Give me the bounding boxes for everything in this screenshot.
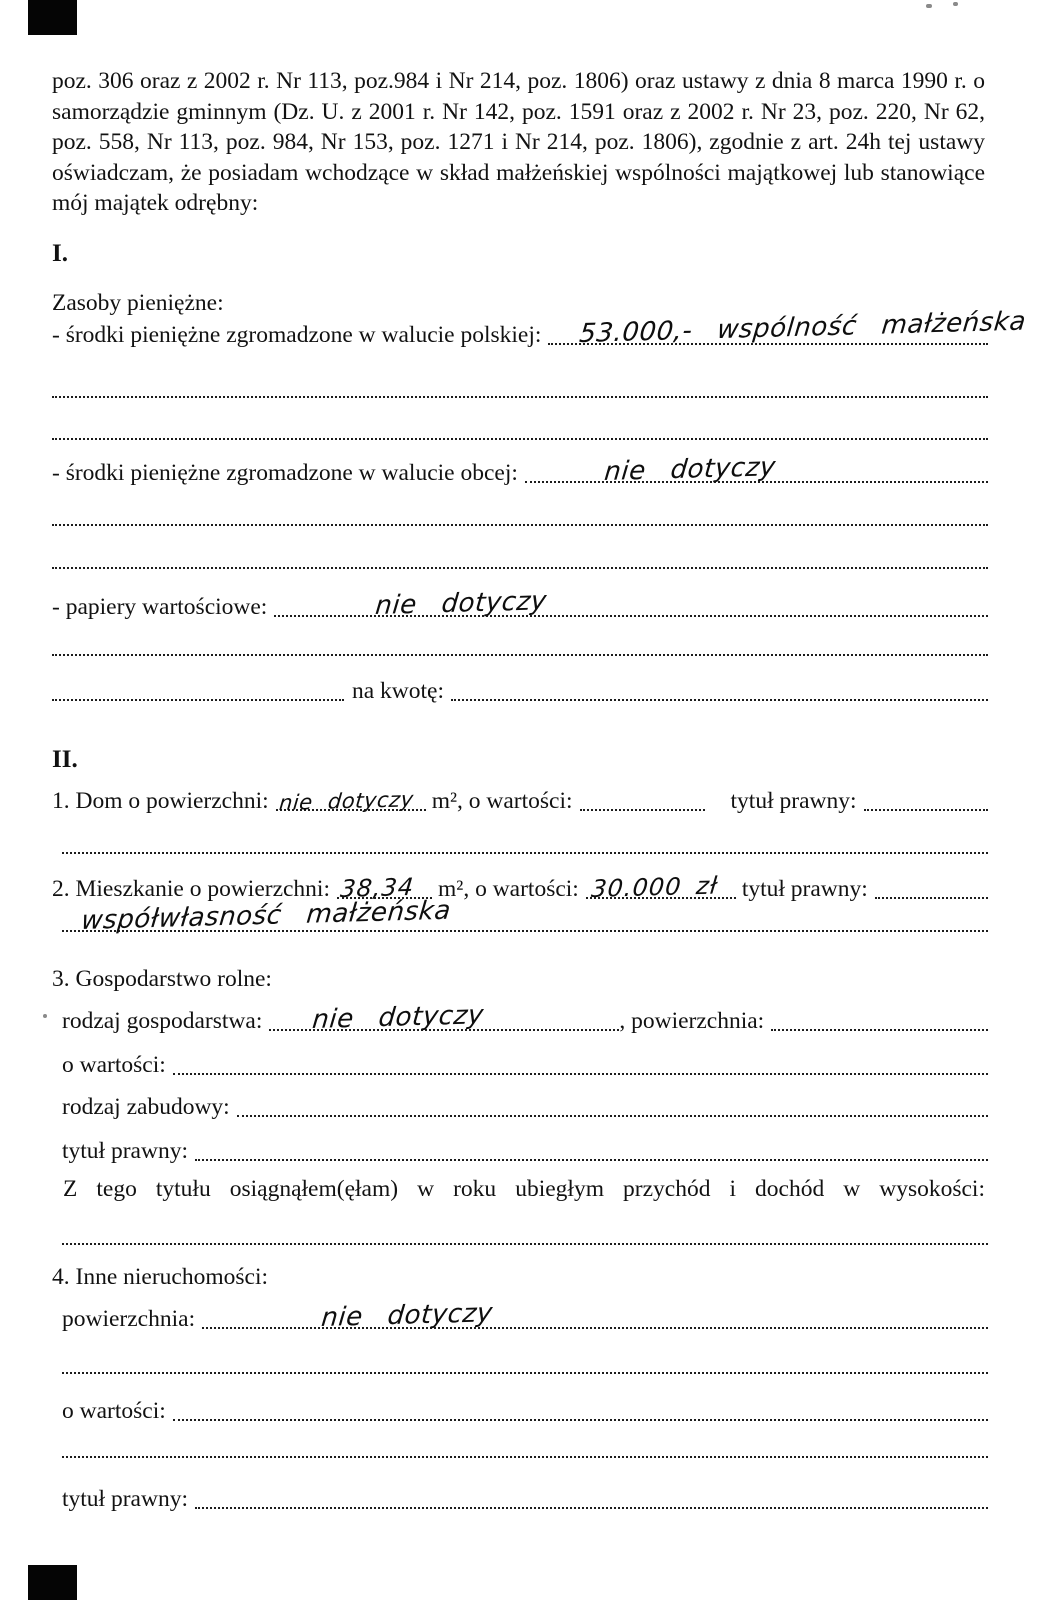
field-label: tytuł prawny: bbox=[62, 1486, 188, 1512]
field-label: m², o wartości: bbox=[431, 788, 573, 814]
dotted-fill bbox=[195, 1147, 988, 1161]
dotted-fill bbox=[451, 687, 988, 701]
section-1-heading: I. bbox=[52, 240, 68, 267]
field-label: powierzchnia: bbox=[62, 1306, 196, 1332]
dotted-fill bbox=[195, 1495, 988, 1509]
field-house bbox=[52, 788, 988, 815]
field-farm-legal-title bbox=[62, 1138, 988, 1165]
field-other-value bbox=[62, 1398, 988, 1425]
dotted-line bbox=[62, 1372, 988, 1374]
handwritten-farm-type: nie dotyczy bbox=[311, 1000, 486, 1035]
dotted-fill bbox=[276, 787, 426, 815]
field-label: 1. Dom o powierzchni: bbox=[52, 788, 269, 814]
other-real-estate-title: 4. Inne nieruchomości: bbox=[52, 1264, 269, 1290]
field-label: - środki pieniężne zgromadzone w walucie obcej: bbox=[52, 460, 518, 486]
dotted-fill bbox=[771, 1017, 988, 1031]
handwritten-apartment-value: 30.000 zł bbox=[589, 871, 719, 903]
farm-title: 3. Gospodarstwo rolne: bbox=[52, 966, 272, 992]
dotted-line bbox=[62, 1243, 988, 1245]
money-resources-title: Zasoby pieniężne: bbox=[52, 290, 224, 316]
dotted-fill bbox=[864, 797, 989, 811]
field-other-area bbox=[62, 1298, 988, 1333]
dotted-line bbox=[62, 1456, 988, 1458]
dotted-line bbox=[52, 524, 988, 526]
scan-speck bbox=[953, 2, 958, 6]
field-polish-currency bbox=[52, 306, 1028, 349]
scan-speck bbox=[926, 4, 932, 8]
dotted-fill bbox=[237, 1103, 988, 1117]
field-amount bbox=[52, 678, 988, 705]
field-label: tytuł prawny: bbox=[741, 876, 868, 902]
handwritten-apartment-area: 38,34 bbox=[339, 872, 416, 903]
field-label: na kwotę: bbox=[352, 678, 445, 704]
dotted-fill bbox=[202, 1298, 988, 1333]
dotted-fill bbox=[269, 1000, 619, 1035]
field-label: , powierzchnia: bbox=[619, 1008, 765, 1034]
field-label: o wartości: bbox=[62, 1398, 166, 1424]
field-farm-value bbox=[62, 1052, 988, 1079]
dotted-fill bbox=[586, 871, 736, 903]
dotted-fill bbox=[548, 306, 1028, 349]
dotted-fill bbox=[62, 895, 988, 936]
dotted-fill bbox=[274, 586, 988, 621]
field-label: m², o wartości: bbox=[438, 876, 579, 902]
field-label: tytuł prawny: bbox=[62, 1138, 188, 1164]
dotted-line bbox=[52, 438, 988, 440]
handwritten-apartment-title: współwłasność małżeńska bbox=[80, 895, 453, 936]
dotted-line bbox=[52, 396, 988, 398]
field-foreign-currency bbox=[52, 452, 988, 487]
field-apartment-title-continuation bbox=[62, 895, 988, 936]
scan-mark-top-left bbox=[28, 0, 77, 35]
field-label: rodzaj gospodarstwa: bbox=[62, 1008, 263, 1034]
intro-paragraph: poz. 306 oraz z 2002 r. Nr 113, poz.984 i Nr 214, poz. 1806) oraz ustawy z dnia 8 marca 1990 r. o samorządzie gminnym (Dz. U. z 2001 r. Nr 142, poz. 1591 oraz z 2002 r. Nr 23, poz. 220, Nr 62, poz. 558, Nr 113, poz. 984, Nr 153, poz. 1271 i Nr 214, poz. 1806), zgodnie z art. 24h tej ustawy oświadczam, że posiadam wchodzące w skład małżeńskiej wspólności majątkowej lub stanowiące mój majątek odrębny: bbox=[52, 68, 985, 216]
handwritten-foreign-currency-value: nie dotyczy bbox=[602, 452, 778, 487]
field-securities bbox=[52, 586, 988, 621]
field-label: - papiery wartościowe: bbox=[52, 594, 268, 620]
dotted-fill bbox=[525, 452, 988, 487]
dotted-fill bbox=[173, 1061, 988, 1075]
section-2-heading: II. bbox=[52, 746, 78, 773]
dotted-line bbox=[52, 567, 988, 569]
dotted-fill bbox=[52, 687, 344, 701]
dotted-fill bbox=[875, 885, 988, 899]
handwritten-polish-currency-value: 53.000,- wspólność małżeńska bbox=[578, 306, 1028, 349]
field-label: rodzaj zabudowy: bbox=[62, 1094, 230, 1120]
handwritten-other-area-value: nie dotyczy bbox=[320, 1298, 495, 1333]
field-label: tytuł prawny: bbox=[730, 788, 857, 814]
field-farm-buildings bbox=[62, 1094, 988, 1121]
field-label: o wartości: bbox=[62, 1052, 166, 1078]
scan-mark-bottom-left bbox=[28, 1565, 77, 1600]
handwritten-securities-value: nie dotyczy bbox=[374, 586, 549, 621]
dotted-line bbox=[52, 654, 988, 656]
field-farm-type bbox=[62, 1000, 988, 1035]
field-apartment bbox=[52, 871, 988, 903]
dotted-fill bbox=[173, 1407, 988, 1421]
field-label: 2. Mieszkanie o powierzchni: bbox=[52, 876, 330, 902]
field-label: - środki pieniężne zgromadzone w walucie polskiej: bbox=[52, 322, 542, 348]
dotted-fill bbox=[580, 797, 705, 811]
dotted-line bbox=[62, 852, 988, 854]
handwritten-house-area: nie dotyczy bbox=[277, 787, 415, 815]
scan-speck bbox=[43, 1014, 47, 1018]
field-other-legal-title bbox=[62, 1486, 988, 1513]
farm-income-statement: Z tego tytułu osiągnąłem(ęłam) w roku ubiegłym przychód i dochód w wysokości: bbox=[63, 1176, 985, 1202]
